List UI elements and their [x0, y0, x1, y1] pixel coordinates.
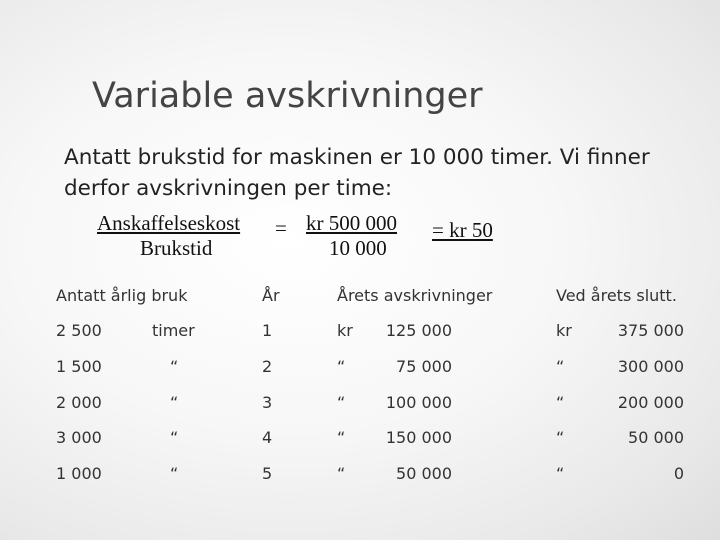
row-end-value: 0: [673, 464, 684, 483]
row-currency: “: [337, 428, 346, 447]
row-usage: 2 000: [56, 393, 102, 412]
row-year: 5: [262, 464, 273, 483]
row-currency: “: [337, 393, 346, 412]
row-currency-end: “: [556, 357, 565, 376]
row-currency: kr: [337, 321, 353, 340]
intro-text: Antatt brukstid for maskinen er 10 000 timer. Vi finner derfor avskrivningen per time:: [64, 145, 650, 201]
header-end-value: Ved årets slutt.: [556, 286, 677, 305]
row-depreciation: 50 000: [396, 464, 452, 483]
formula-numerator-value: kr 500 000: [306, 211, 397, 235]
row-currency-end: “: [556, 464, 565, 483]
row-currency-end: “: [556, 428, 565, 447]
header-usage: Antatt årlig bruk: [56, 286, 188, 305]
row-usage: 2 500: [56, 321, 102, 340]
row-depreciation: 100 000: [385, 393, 452, 412]
row-usage: 1 000: [56, 464, 102, 483]
formula-equals-sign: =: [275, 216, 287, 240]
row-currency: “: [337, 357, 346, 376]
header-depreciation: Årets avskrivninger: [337, 286, 493, 305]
slide-title: Variable avskrivninger: [92, 76, 483, 116]
row-year: 1: [262, 321, 273, 340]
row-unit: timer: [152, 321, 195, 340]
row-unit: “: [170, 357, 179, 376]
row-unit: “: [170, 464, 179, 483]
row-unit: “: [170, 393, 179, 412]
row-unit: “: [170, 428, 179, 447]
formula-denominator-value: 10 000: [329, 236, 387, 260]
row-depreciation: 75 000: [396, 357, 452, 376]
row-end-value: 375 000: [617, 321, 684, 340]
row-year: 4: [262, 428, 273, 447]
row-usage: 3 000: [56, 428, 102, 447]
row-year: 3: [262, 393, 273, 412]
row-depreciation: 125 000: [385, 321, 452, 340]
row-end-value: 300 000: [617, 357, 684, 376]
row-year: 2: [262, 357, 273, 376]
header-year: År: [262, 286, 280, 305]
row-currency-end: kr: [556, 321, 572, 340]
row-currency-end: “: [556, 393, 565, 412]
row-depreciation: 150 000: [385, 428, 452, 447]
row-currency: “: [337, 464, 346, 483]
row-end-value: 50 000: [628, 428, 684, 447]
formula-denominator-label: Brukstid: [140, 236, 213, 260]
row-usage: 1 500: [56, 357, 102, 376]
row-end-value: 200 000: [617, 393, 684, 412]
formula-result: = kr 50: [432, 218, 493, 242]
formula-numerator-label: Anskaffelseskost: [97, 211, 241, 235]
